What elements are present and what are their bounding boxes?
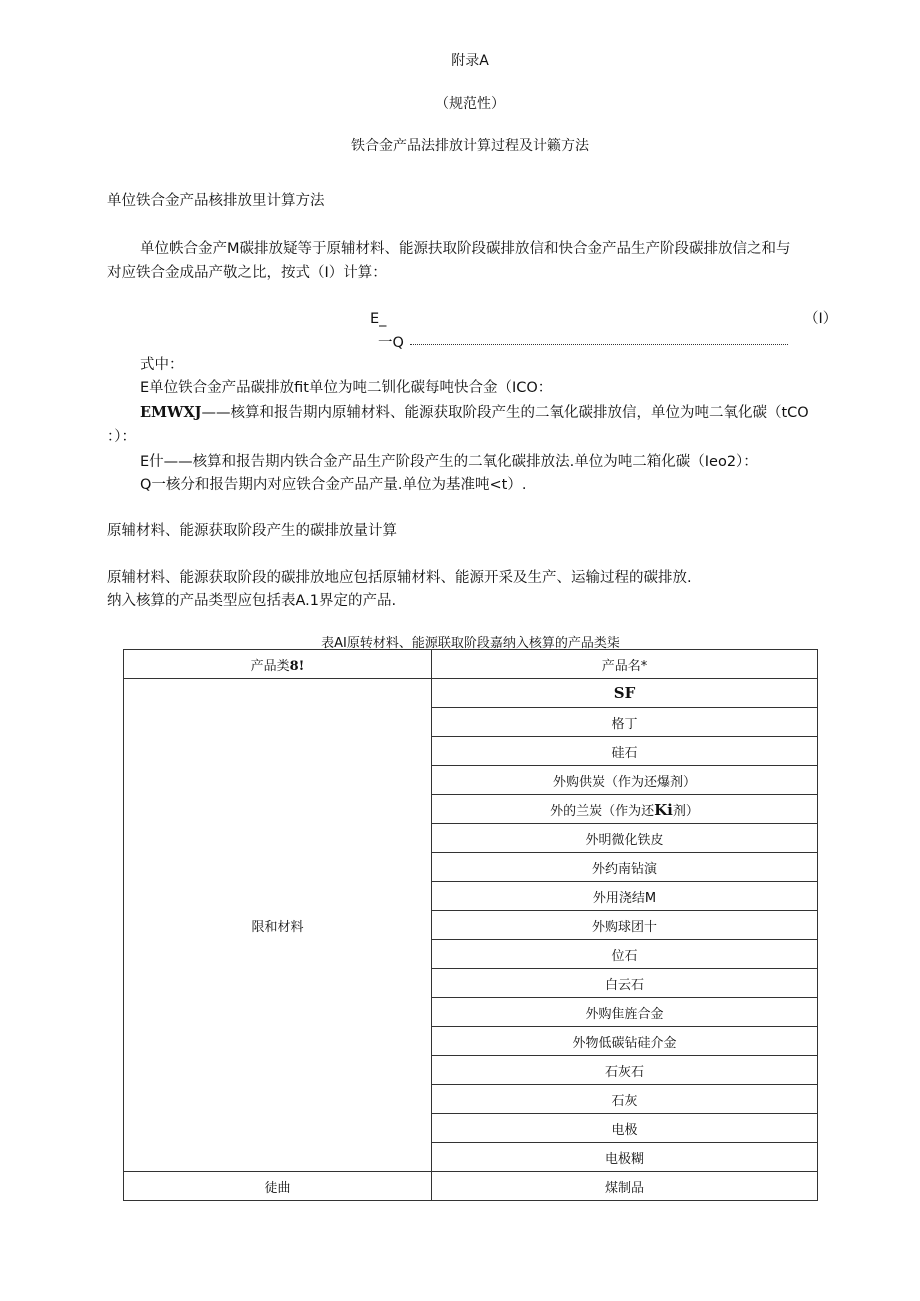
header-product-name: 产品名* bbox=[432, 650, 818, 679]
product-name: 格丁 bbox=[432, 708, 818, 737]
product-table bbox=[123, 649, 818, 1201]
product-name: 石灰 bbox=[432, 1085, 818, 1114]
product-name-suffix: 剂） bbox=[672, 803, 699, 819]
product-name: 电极糊 bbox=[432, 1143, 818, 1172]
section2-line1: 原辅材料、能源获取阶段的碳排放地应包括原辅材料、能源开采及生产、运输过程的碳排放. bbox=[107, 570, 692, 586]
formula-denominator: 一Q bbox=[378, 335, 404, 351]
product-name: 外明微化铁皮 bbox=[432, 824, 818, 853]
table-cell bbox=[432, 795, 818, 824]
product-name: 白云石 bbox=[432, 969, 818, 998]
section2-line2: 纳入核算的产品类型应包括表A.1界定的产品. bbox=[107, 593, 397, 609]
product-name: 电极 bbox=[432, 1114, 818, 1143]
definition-e-production: E什——核算和报告期内铁合金产品生产阶段产生的二氧化碳排放法.单位为吨二箱化碳（Ieo2）： bbox=[140, 454, 758, 470]
table-row bbox=[124, 679, 818, 708]
header-category-text: 产品类 bbox=[250, 658, 290, 674]
product-name: 外购隹旌合金 bbox=[432, 998, 818, 1027]
product-name: 位石 bbox=[432, 940, 818, 969]
table-cell bbox=[432, 679, 818, 708]
product-name: 石灰石 bbox=[432, 1056, 818, 1085]
category-cell-raw-materials: 限和材料 bbox=[124, 679, 432, 1172]
header-category-mark: 8! bbox=[289, 658, 305, 674]
table-header-row bbox=[124, 650, 818, 679]
where-label: 式中： bbox=[140, 357, 184, 373]
product-name: 硅石 bbox=[432, 737, 818, 766]
product-name: 外用浇结M bbox=[432, 882, 818, 911]
product-name: 外购球团十 bbox=[432, 911, 818, 940]
page-title: 铁合金产品法排放计算过程及计籁方法 bbox=[351, 138, 589, 154]
appendix-label: 附录A bbox=[451, 53, 489, 69]
definition-e: E单位铁合金产品碳排放fit单位为吨二钏化碳每吨快合金（ICO： bbox=[140, 380, 553, 396]
category-cell-fuel: 徒曲 bbox=[124, 1172, 432, 1201]
section1-para-line2: 对应铁合金成品产敬之比，按式（I）计算： bbox=[107, 265, 387, 281]
definition-emwxj-cont: ：）： bbox=[107, 429, 136, 445]
product-name: 外约南钻演 bbox=[432, 853, 818, 882]
section1-heading: 单位铁合金产品核排放里计算方法 bbox=[107, 193, 325, 209]
product-name: 外物低碳钻硅介金 bbox=[432, 1027, 818, 1056]
definition-emwxj-symbol: EMWXJ bbox=[140, 404, 202, 421]
formula-dotted-line bbox=[410, 344, 788, 345]
product-name: 外购供炭（作为还爆剂） bbox=[432, 766, 818, 795]
product-name-bold: Ki bbox=[654, 800, 673, 819]
table-caption: 表AI原转材料、能源联取阶段嘉纳入核算的产品类柒 bbox=[321, 636, 620, 651]
formula-number: （I） bbox=[804, 311, 838, 327]
definition-emwxj-text: ——核算和报告期内原辅材料、能源获取阶段产生的二氧化碳排放信，单位为吨二氧化碳（tCO bbox=[201, 405, 809, 421]
section2-heading: 原辅材料、能源获取阶段产生的碳排放量计算 bbox=[107, 523, 397, 539]
definition-q: Q一核分和报告期内对应铁合金产品产量.单位为基准吨<t）. bbox=[140, 477, 527, 493]
normative-label: （规范性） bbox=[435, 96, 505, 112]
table-row bbox=[124, 1172, 818, 1201]
header-category bbox=[124, 650, 432, 679]
product-name-prefix: 外的兰炭（作为还 bbox=[550, 803, 655, 819]
definition-emwxj bbox=[140, 402, 809, 424]
section1-para-line1: 单位帙合金产M碳排放疑等于原辅材料、能源扶取阶段碳排放信和快合金产品生产阶段碳排放信之和与 bbox=[140, 241, 791, 257]
product-name: 煤制品 bbox=[432, 1172, 818, 1201]
formula-numerator: E_ bbox=[370, 311, 387, 327]
product-name: SF bbox=[613, 684, 636, 702]
